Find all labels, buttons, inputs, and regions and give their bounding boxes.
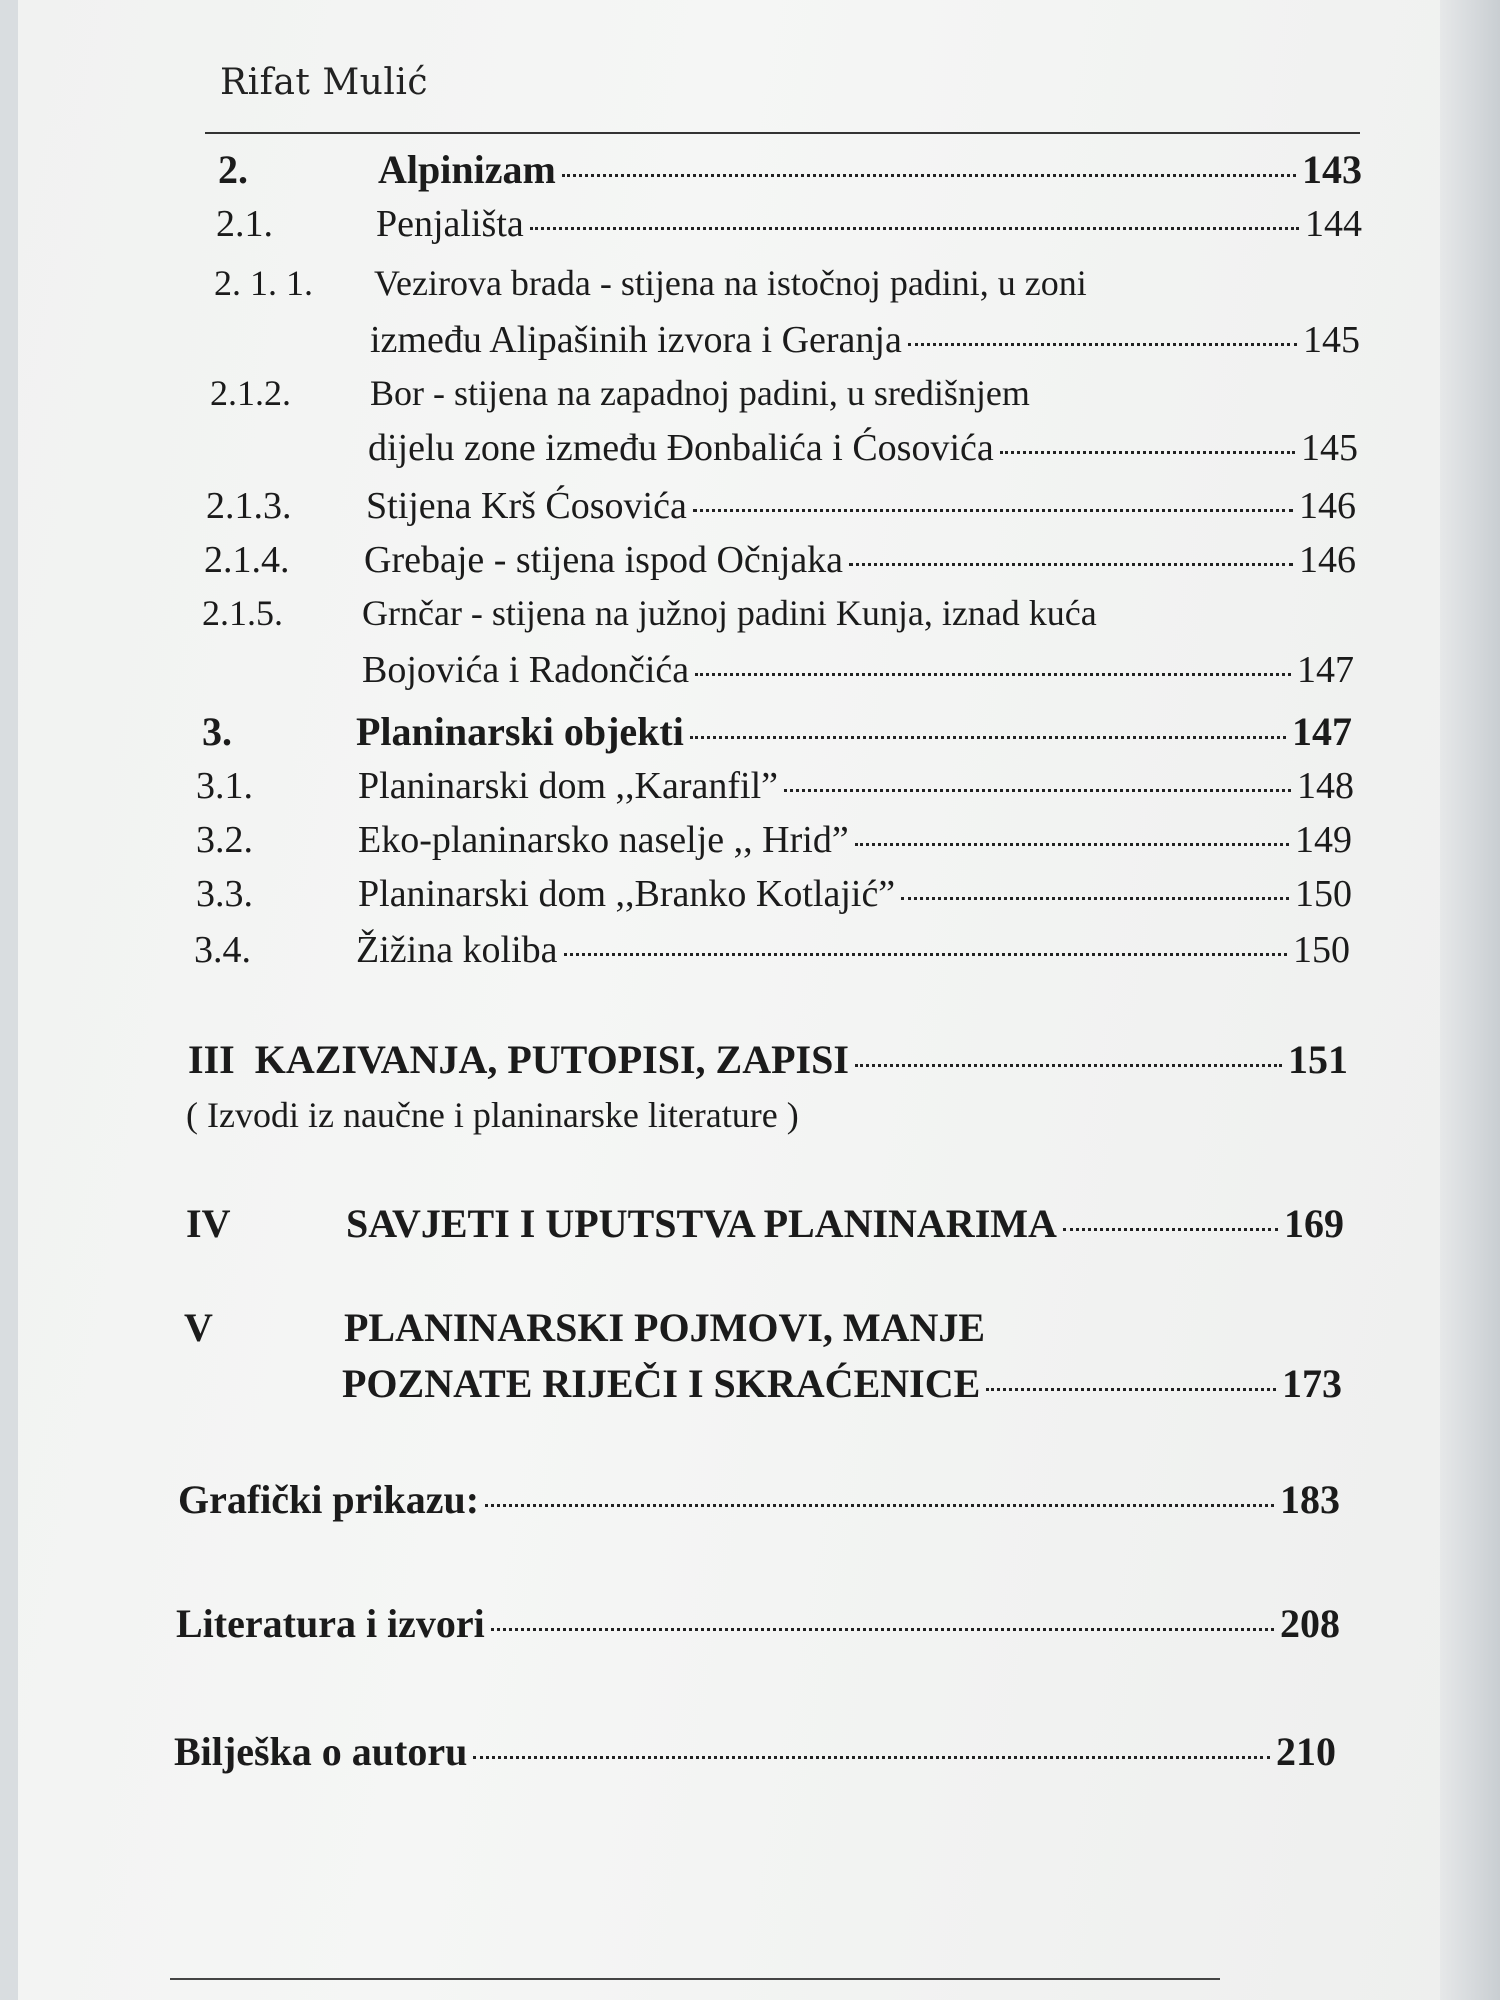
dot-leader	[901, 897, 1289, 900]
toc-title: SAVJETI I UPUTSTVA PLANINARIMA	[346, 1201, 1057, 1246]
toc-title: PLANINARSKI POJMOVI, MANJE	[344, 1305, 986, 1350]
toc-entry	[0, 872, 1500, 916]
toc-number: 3.	[202, 709, 232, 754]
toc-number: 2.1.3.	[206, 485, 292, 527]
dot-leader	[849, 563, 1293, 566]
toc-title: KAZIVANJA, PUTOPISI, ZAPISI	[254, 1037, 849, 1082]
toc-title: Stijena Krš Ćosovića	[366, 485, 687, 527]
dot-leader	[690, 736, 1286, 739]
toc-title: Grnčar - stijena na južnoj padini Kunja, iznad kuća	[362, 593, 1097, 633]
dot-leader	[485, 1504, 1274, 1507]
dot-leader	[693, 509, 1293, 512]
dot-leader	[855, 1064, 1282, 1067]
toc-note: ( Izvodi iz naučne i planinarske literature )	[186, 1095, 799, 1135]
dot-leader	[562, 174, 1296, 177]
toc-page-number: 183	[1280, 1477, 1340, 1522]
toc-entry	[0, 202, 1500, 246]
toc-number: III	[188, 1037, 235, 1082]
toc-page-number: 148	[1297, 765, 1354, 807]
toc-page-number: 145	[1303, 319, 1360, 361]
dot-leader	[784, 789, 1291, 792]
toc-entry	[0, 146, 1500, 193]
toc-title: Bor - stijena na zapadnoj padini, u središnjem	[370, 373, 1030, 413]
toc-entry	[0, 1360, 1500, 1407]
toc-page-number: 145	[1301, 427, 1358, 469]
toc-entry	[0, 1200, 1500, 1247]
toc-entry	[0, 1600, 1500, 1647]
toc-page-number: 143	[1302, 147, 1362, 192]
toc-title: Planinarski dom ,,Branko Kotlajić”	[358, 873, 896, 915]
toc-title: Planinarski objekti	[356, 709, 684, 754]
toc-number: 2.1.4.	[204, 539, 290, 581]
toc-entry	[0, 484, 1500, 528]
toc-page-number: 147	[1292, 709, 1352, 754]
toc-page-number: 146	[1299, 485, 1356, 527]
toc-page-number: 147	[1297, 649, 1354, 691]
toc-number: 3.1.	[196, 765, 253, 807]
toc-number: 2.1.2.	[210, 373, 291, 413]
toc-number: 2.1.	[216, 203, 273, 245]
toc-title: Eko-planinarsko naselje ,, Hrid”	[358, 819, 849, 861]
toc-title-continued: POZNATE RIJEČI I SKRAĆENICE	[342, 1361, 981, 1406]
dot-leader	[1063, 1228, 1278, 1231]
toc-page-number: 150	[1293, 929, 1350, 971]
toc-number: 3.2.	[196, 819, 253, 861]
toc-page-number: 208	[1280, 1601, 1340, 1646]
toc-number: 3.3.	[196, 873, 253, 915]
toc-number: 2.1.5.	[202, 593, 283, 633]
dot-leader	[908, 343, 1297, 346]
toc-number: 3.4.	[194, 929, 251, 971]
dot-leader	[1000, 451, 1295, 454]
toc-entry	[0, 818, 1500, 862]
toc-entry	[0, 426, 1500, 470]
toc-title-continued: između Alipašinih izvora i Geranja	[370, 319, 902, 361]
dot-leader	[695, 673, 1291, 676]
page-edge	[1440, 0, 1500, 2000]
running-header-author: Rifat Mulić	[220, 62, 429, 103]
toc-number: 2.	[218, 147, 248, 192]
toc-title: Alpinizam	[378, 147, 556, 192]
toc-entry	[0, 1476, 1500, 1523]
dot-leader	[473, 1756, 1270, 1759]
toc-title: Planinarski dom ,,Karanfil”	[358, 765, 779, 807]
toc-page-number: 151	[1288, 1037, 1348, 1082]
toc-page-number: 149	[1295, 819, 1352, 861]
toc-number: 2. 1. 1.	[214, 263, 313, 303]
toc-number: IV	[186, 1201, 231, 1246]
dot-leader	[986, 1388, 1276, 1391]
toc-title-continued: Bojovića i Radončića	[362, 649, 690, 691]
toc-page-number: 173	[1282, 1361, 1342, 1406]
toc-entry	[0, 318, 1500, 362]
toc-page-number: 150	[1295, 873, 1352, 915]
dot-leader	[491, 1628, 1274, 1631]
toc-title: Vezirova brada - stijena na istočnoj padini, u zoni	[374, 263, 1087, 303]
toc-title: Literatura i izvori	[176, 1601, 485, 1646]
footer-rule	[170, 1978, 1220, 1980]
toc-number: V	[184, 1305, 213, 1350]
toc-entry	[0, 764, 1500, 808]
toc-page-number: 210	[1276, 1729, 1336, 1774]
dot-leader	[530, 227, 1299, 230]
toc-title: Žižina koliba	[356, 929, 558, 971]
toc-entry	[0, 1036, 1500, 1083]
toc-title: Grafički prikazu:	[178, 1477, 480, 1522]
toc-entry	[0, 928, 1500, 972]
toc-page-number: 144	[1305, 203, 1362, 245]
toc-title: Bilješka o autoru	[174, 1729, 468, 1774]
toc-entry	[0, 648, 1500, 692]
header-rule	[205, 132, 1360, 134]
toc-title: Penjališta	[376, 203, 524, 245]
toc-page-number: 146	[1299, 539, 1356, 581]
toc-page-number: 169	[1284, 1201, 1344, 1246]
toc-entry	[0, 538, 1500, 582]
toc-title: Grebaje - stijena ispod Očnjaka	[364, 539, 844, 581]
toc-entry	[0, 708, 1500, 755]
toc-entry	[0, 1728, 1500, 1775]
dot-leader	[855, 843, 1289, 846]
dot-leader	[564, 953, 1287, 956]
toc-title-continued: dijelu zone između Đonbalića i Ćosovića	[368, 427, 994, 469]
